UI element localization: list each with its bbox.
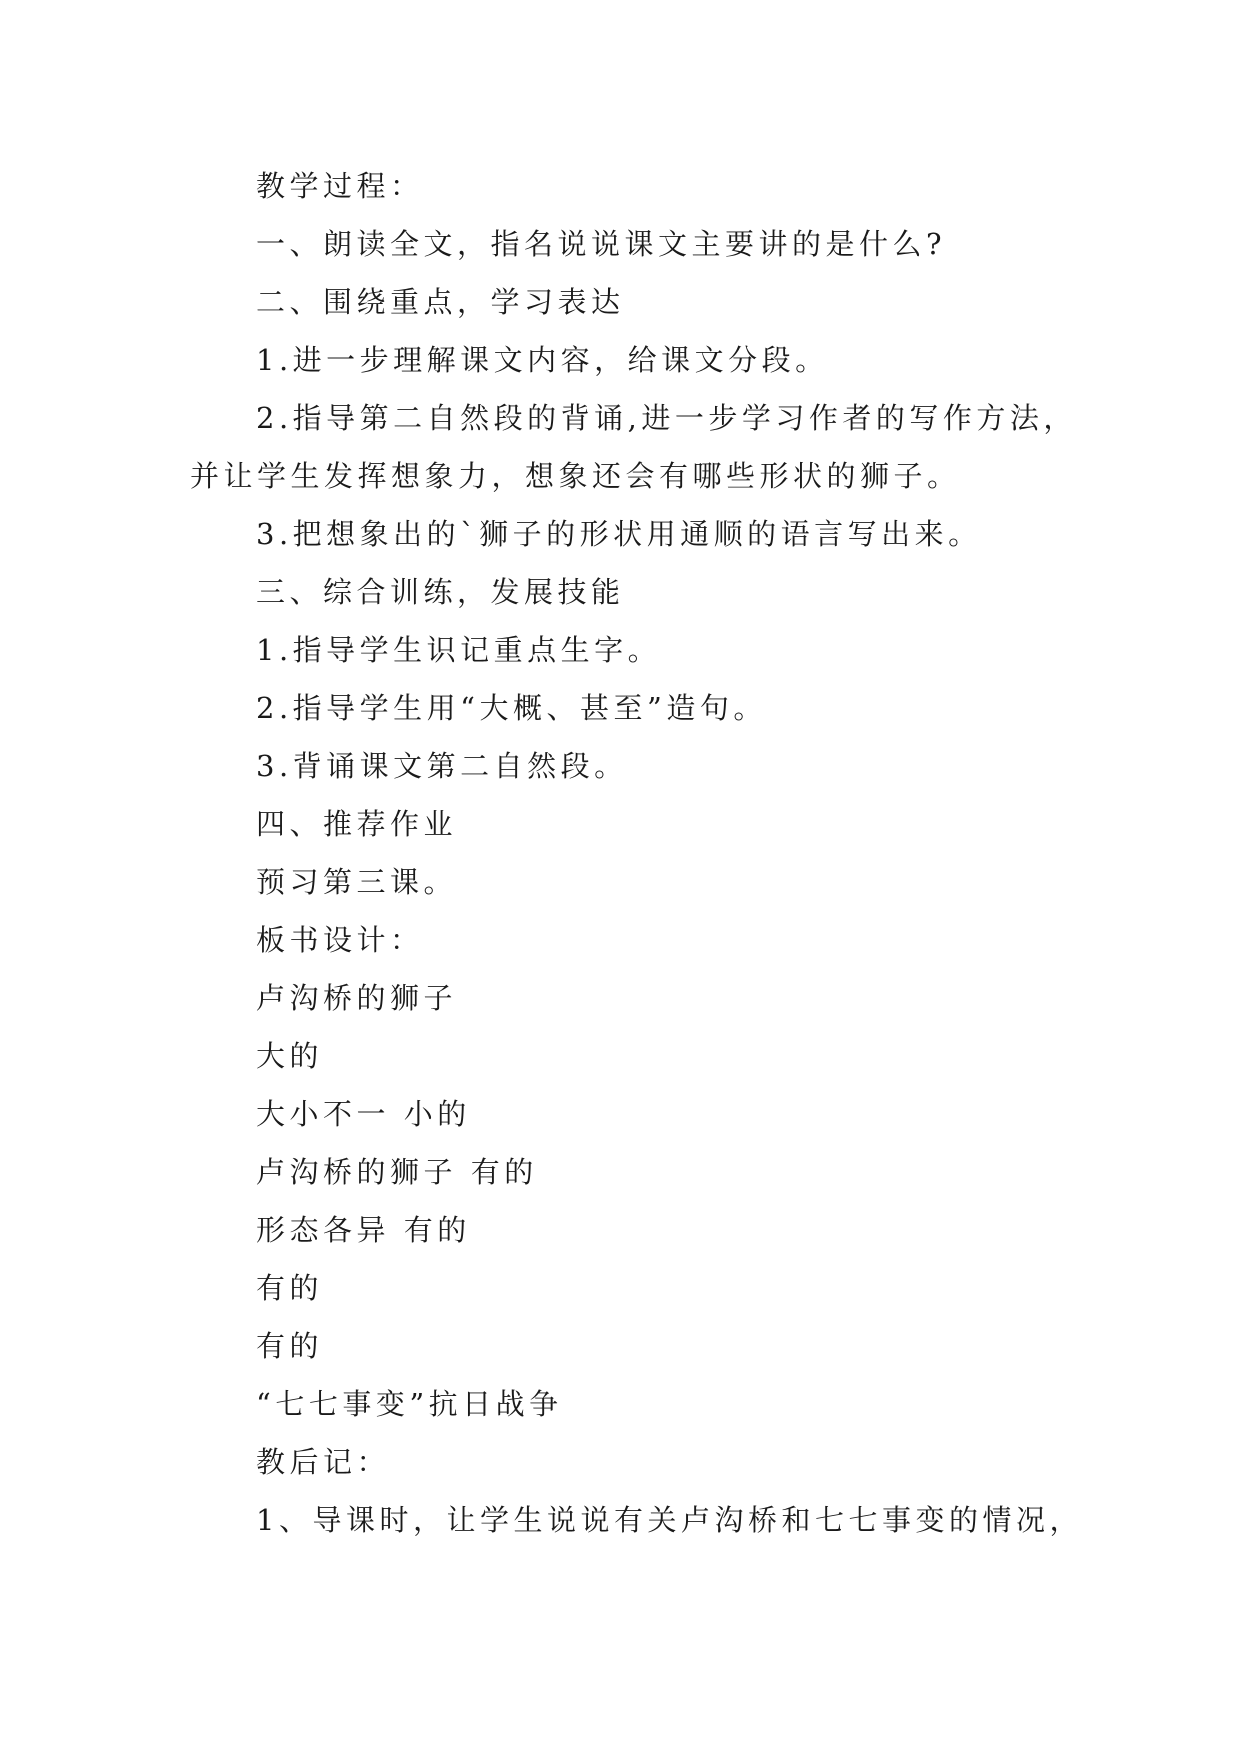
board-line: 卢沟桥的狮子 有的 <box>256 1155 538 1189</box>
board-line: 有的 <box>256 1329 324 1363</box>
step-three-item-1: 1.指导学生识记重点生字。 <box>256 633 662 667</box>
step-four: 四、推荐作业 <box>256 807 458 841</box>
step-three-item-2: 2.指导学生用“大概、甚至”造句。 <box>256 691 767 725</box>
step-four-item: 预习第三课。 <box>256 865 458 899</box>
board-line: 有的 <box>256 1271 324 1305</box>
board-line: “七七事变”抗日战争 <box>256 1387 563 1421</box>
heading-board-design: 板书设计： <box>256 923 424 957</box>
step-two-item-3: 3.把想象出的`狮子的形状用通顺的语言写出来。 <box>256 517 982 551</box>
step-three: 三、综合训练，发展技能 <box>256 575 625 609</box>
step-two-item-2-continued: 并让学生发挥想象力，想象还会有哪些形状的狮子。 <box>190 459 961 493</box>
board-line: 形态各异 有的 <box>256 1213 471 1247</box>
step-three-item-3: 3.背诵课文第二自然段。 <box>256 749 628 783</box>
step-two-item-1: 1.进一步理解课文内容，给课文分段。 <box>256 343 829 377</box>
heading-reflection: 教后记： <box>256 1445 391 1479</box>
reflection-item-1: 1、导课时，让学生说说有关卢沟桥和七七事变的情况， <box>256 1503 1083 1537</box>
step-two: 二、围绕重点，学习表达 <box>256 285 625 319</box>
board-title: 卢沟桥的狮子 <box>256 981 458 1015</box>
board-line: 大小不一 小的 <box>256 1097 471 1131</box>
heading-teaching-process: 教学过程： <box>256 169 424 203</box>
step-one: 一、朗读全文，指名说说课文主要讲的是什么? <box>256 227 947 261</box>
board-line: 大的 <box>256 1039 324 1073</box>
step-two-item-2: 2.指导第二自然段的背诵,进一步学习作者的写作方法， <box>256 401 1077 435</box>
